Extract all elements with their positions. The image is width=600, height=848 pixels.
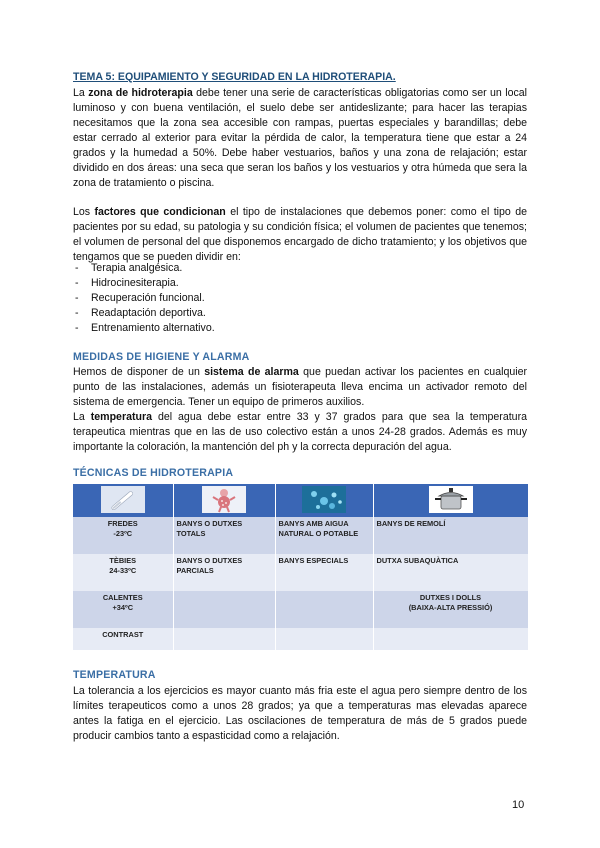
alarm-paragraph: Hemos de disponer de un sistema de alarma que puedan activar los pacientes en cualquier punto de las instalaciones, además un fisioterapeuta lleva encima un activador remoto del sistema de emergencia. Tener un equipo de primeros auxilios. <box>73 366 528 408</box>
table-row <box>73 628 528 650</box>
table-cell: BANYS O DUTXES TOTALS <box>173 517 275 554</box>
pressure-cooker-image <box>429 486 473 513</box>
table-cell <box>275 628 373 650</box>
temperature-paragraph: La temperatura del agua debe estar entre 33 y 37 grados para que sea la temperatura terapeutica mientras que en las de uso colectivo están a unos 24-28 grados. Además es muy importante la coloración, la mantención del ph y la correcta depuración del agua. <box>73 411 527 453</box>
table-cell: BANYS O DUTXES PARCIALS <box>173 554 275 591</box>
list-item: - Terapia analgésica. <box>73 261 215 276</box>
table-cell: TÈBIES 24-33ºC <box>73 554 173 591</box>
objectives-list <box>73 261 215 336</box>
baby-bath-image <box>202 486 246 513</box>
table-cell: BANYS AMB AIGUA NATURAL O POTABLE <box>275 517 373 554</box>
table-cell <box>173 591 275 628</box>
table-cell: BANYS ESPECIALS <box>275 554 373 591</box>
intro-bold-term: zona de hidroterapia <box>88 87 193 99</box>
hygiene-heading: MEDIDAS DE HIGIENE Y ALARMA <box>73 351 250 363</box>
table-row <box>73 591 528 628</box>
topic-title: TEMA 5: EQUIPAMIENTO Y SEGURIDAD EN LA HIDROTERAPIA. <box>73 71 396 83</box>
table-cell: DUTXA SUBAQUÀTICA <box>373 554 528 591</box>
table-cell: DUTXES I DOLLS (BAIXA-ALTA PRESSIÓ) <box>373 591 528 628</box>
table-cell: FREDES -23ºC <box>73 517 173 554</box>
temperature-bold-term: temperatura <box>90 411 152 423</box>
list-item: - Readaptación deportiva. <box>73 306 215 321</box>
table-image-row <box>73 484 528 517</box>
page-number: 10 <box>512 799 525 811</box>
techniques-table <box>73 484 529 650</box>
table-cell: CONTRAST <box>73 628 173 650</box>
temperature-heading: TEMPERATURA <box>73 669 156 681</box>
temperature-text: La tolerancia a los ejercicios es mayor cuanto más fria este el agua pero siempre dentro de los límites terapeuticos como a unos 28 grados; ya que a temperaturas mas elevadas aparece antes la fatiga en el ejercicio. Las oscilaciones de temperatura de más de 5 grados puede producir cambios tanto a espasticidad como a relajación. <box>73 685 527 742</box>
factors-bold-term: factores que condicionan <box>94 206 226 218</box>
thermometer-image <box>101 486 145 513</box>
table-cell <box>173 628 275 650</box>
factors-paragraph: Los factores que condicionan el tipo de instalaciones que debemos poner: como el tipo de pacientes por su edad, su patologia y su condición física; el volumen de pacientes que tenemos; el volumen de personal del que disponemos encargado de dicho tratamiento; y los objetivos que tengamos que se pueden dividir en: <box>73 206 528 263</box>
techniques-heading: TÉCNICAS DE HIDROTERAPIA <box>73 467 234 479</box>
table-row <box>73 517 528 554</box>
table-cell: BANYS DE REMOLÍ <box>373 517 528 554</box>
list-item: - Entrenamiento alternativo. <box>73 321 215 336</box>
table-row <box>73 554 528 591</box>
list-item: - Recuperación funcional. <box>73 291 215 306</box>
table-cell: CALENTES +34ºC <box>73 591 173 628</box>
intro-paragraph: La zona de hidroterapia debe tener una serie de características obligatorias como ser un local luminoso y con buena ventilación, el suelo debe ser antideslizante; para hacer las terapias necesitamos que la zona sea accesible con rampas, puertas especiales y barandillas; debe estar cerrado al exterior para evitar la pérdida de calor, la temperatura tiene que estar a 24 grados y la humedad a 50%. Debe haber vestuarios, baños y una zona de relajación; estar dividido en dos áreas: una seca que seran los baños y los vestuarios y otra húmeda que sera la zona de tratamiento o piscina. <box>73 87 528 189</box>
alarm-bold-term: sistema de alarma <box>204 366 299 378</box>
table-cell <box>275 591 373 628</box>
bubbles-image <box>302 486 346 513</box>
list-item: - Hidrocinesiterapia. <box>73 276 215 291</box>
table-cell <box>373 628 528 650</box>
